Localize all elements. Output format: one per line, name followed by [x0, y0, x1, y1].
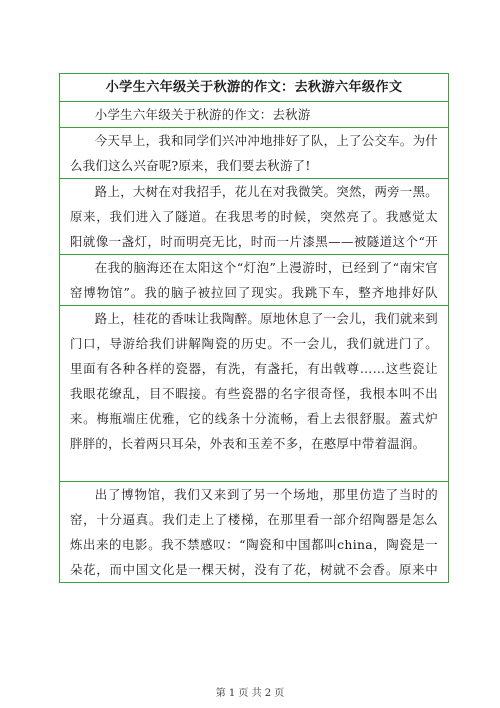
paragraph-row-4	[60, 306, 448, 482]
page-number-footer: 第 1 页 共 2 页	[215, 688, 285, 699]
paragraph-4: 路上，桂花的香味让我陶醉。原地休息了一会儿，我们就来到门口，导游给我们讲解陶瓷的历史。不一会儿，我们就进门了。里面有各种各样的瓷器，有洗，有盏托，有出戟尊……这些瓷让我眼花缭乱，目不暇接。有些瓷器的名字很奇怪，我根本叫不出来。梅瓶端庄优雅，它的线条十分流畅，看上去很舒服。蓋式炉胖胖的，长着两只耳朵，外表和玉差不多，在憨厚中带着温润。	[70, 311, 438, 451]
paragraph-2: 路上，大树在对我招手，花儿在对我微笑。突然，两旁一黑。原来，我们进入了隧道。在我思考的时候，突然亮了。我感觉太阳就像一盏灯，时而明亮无比，时而一片漆黑——被隧道这个“开	[70, 184, 438, 249]
paragraph-row-3	[60, 255, 448, 306]
paragraph-row-2	[60, 179, 448, 255]
paragraph-row-5	[60, 482, 448, 583]
essay-table	[59, 73, 449, 583]
paragraph-3: 在我的脑海还在太阳这个“灯泡”上漫游时，已经到了“南宋官窑博物馆”。我的脑子被拉回了现实。我跳下车，整齐地排好队	[70, 260, 438, 300]
paragraph-1: 今天早上，我和同学们兴冲冲地排好了队，上了公交车。为什么我们这么兴奋呢?原来，我们要去秋游了!	[70, 133, 438, 173]
paragraph-5: 出了博物馆，我们又来到了另一个场地，那里仿造了当时的窑，十分逼真。我们走上了楼梯，在那里看一部介绍陶器是怎么炼出来的电影。我不禁感叹：“陶瓷和中国都叫china，陶瓷是一朵花，而中国文化是一棵天树，没有了花，树就不会香。原来中	[70, 487, 438, 577]
document-title: 小学生六年级关于秋游的作文：去秋游六年级作文	[60, 74, 448, 102]
subtitle-text: 小学生六年级关于秋游的作文：去秋游	[94, 107, 311, 122]
paragraph-row-1	[60, 128, 448, 179]
document-subtitle	[60, 102, 448, 128]
